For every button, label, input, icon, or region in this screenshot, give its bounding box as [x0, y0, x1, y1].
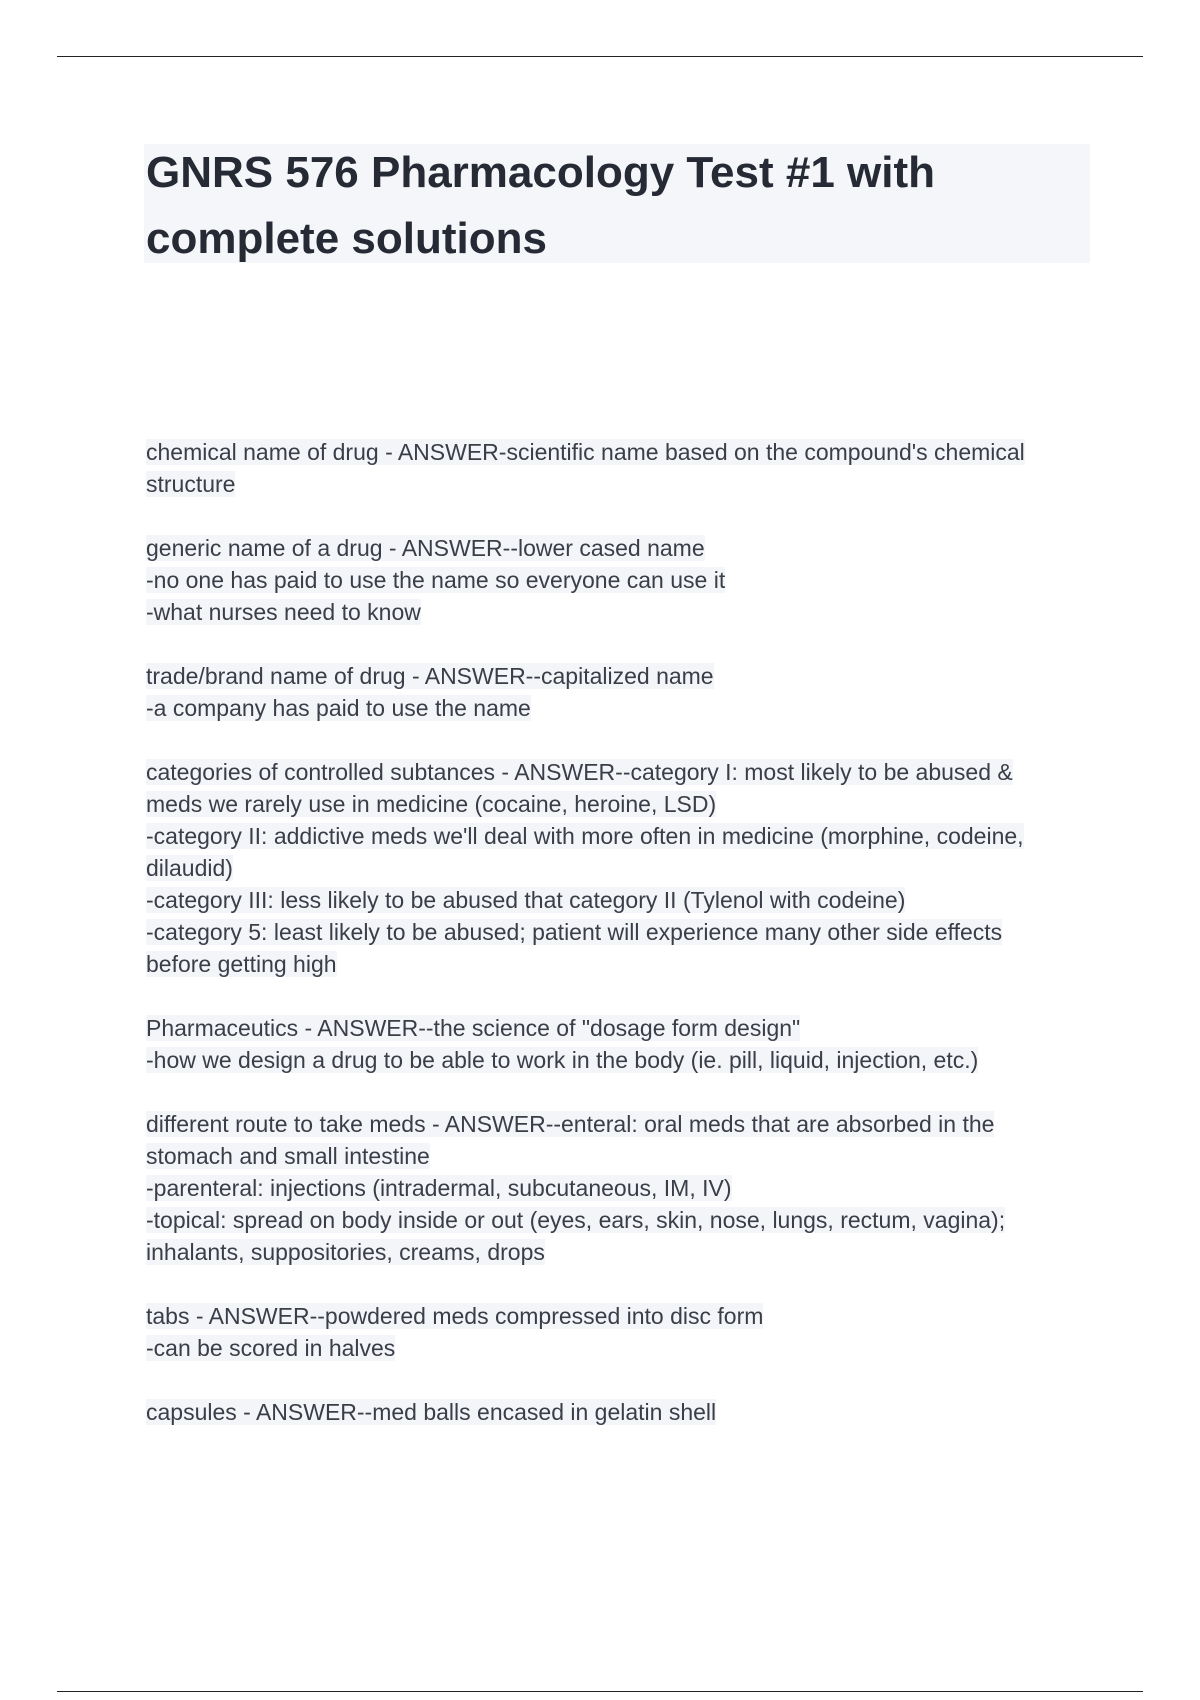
qa-question-line: [146, 436, 1086, 468]
qa-question-line: [146, 1108, 1086, 1140]
qa-item: [146, 660, 1086, 724]
qa-line-text: trade/brand name of drug - ANSWER--capitalized name: [146, 663, 714, 689]
qa-line-text: -no one has paid to use the name so everyone can use it: [146, 567, 726, 593]
qa-line-text: -category II: addictive meds we'll deal with more often in medicine (morphine, codeine,: [146, 823, 1024, 849]
qa-question-line: [146, 756, 1086, 788]
qa-line-text: -what nurses need to know: [146, 599, 421, 625]
title-line-1: GNRS 576 Pharmacology Test #1 with: [146, 148, 935, 197]
qa-answer-line: [146, 1172, 1086, 1204]
qa-item: [146, 1012, 1086, 1076]
qa-line-text: -category 5: least likely to be abused; patient will experience many other side effects: [146, 919, 1003, 945]
qa-line-text: -a company has paid to use the name: [146, 695, 531, 721]
qa-answer-line: [146, 564, 1086, 596]
qa-line-text: -category III: less likely to be abused that category II (Tylenol with codeine): [146, 887, 906, 913]
qa-item: [146, 532, 1086, 628]
qa-item: [146, 756, 1086, 980]
qa-line-text: -topical: spread on body inside or out (eyes, ears, skin, nose, lungs, rectum, vagina);: [146, 1207, 1006, 1233]
qa-answer-line: [146, 1204, 1086, 1236]
qa-question-line: [146, 532, 1086, 564]
qa-line-text: tabs - ANSWER--powdered meds compressed into disc form: [146, 1303, 764, 1329]
qa-line-text: different route to take meds - ANSWER--enteral: oral meds that are absorbed in the: [146, 1111, 995, 1137]
qa-line-text: stomach and small intestine: [146, 1143, 430, 1169]
qa-answer-line: [146, 1332, 1086, 1364]
qa-answer-line: [146, 916, 1086, 948]
qa-line-text: generic name of a drug - ANSWER--lower cased name: [146, 535, 705, 561]
qa-line-text: Pharmaceutics - ANSWER--the science of "dosage form design": [146, 1015, 801, 1041]
qa-answer-line: [146, 852, 1086, 884]
qa-line-text: dilaudid): [146, 855, 233, 881]
qa-line-text: chemical name of drug - ANSWER-scientific name based on the compound's chemical: [146, 439, 1025, 465]
qa-answer-line: [146, 820, 1086, 852]
qa-line-text: inhalants, suppositories, creams, drops: [146, 1239, 545, 1265]
qa-item: [146, 1300, 1086, 1364]
qa-line-text: -how we design a drug to be able to work in the body (ie. pill, liquid, injection, etc.): [146, 1047, 979, 1073]
qa-answer-line: [146, 468, 1086, 500]
qa-item: [146, 1396, 1086, 1428]
qa-answer-line: [146, 1140, 1086, 1172]
qa-answer-line: [146, 788, 1086, 820]
qa-item: [146, 436, 1086, 500]
qa-line-text: meds we rarely use in medicine (cocaine, heroine, LSD): [146, 791, 717, 817]
qa-question-line: [146, 660, 1086, 692]
document-title: [146, 140, 1066, 272]
qa-answer-line: [146, 948, 1086, 980]
qa-line-text: -parenteral: injections (intradermal, subcutaneous, IM, IV): [146, 1175, 732, 1201]
qa-question-line: [146, 1300, 1086, 1332]
qa-answer-line: [146, 884, 1086, 916]
qa-answer-line: [146, 1044, 1086, 1076]
qa-answer-line: [146, 1236, 1086, 1268]
qa-item: [146, 1108, 1086, 1268]
qa-line-text: before getting high: [146, 951, 337, 977]
qa-question-line: [146, 1396, 1086, 1428]
top-rule: [57, 56, 1143, 57]
qa-line-text: capsules - ANSWER--med balls encased in gelatin shell: [146, 1399, 717, 1425]
qa-answer-line: [146, 596, 1086, 628]
qa-list: [146, 436, 1086, 1460]
qa-question-line: [146, 1012, 1086, 1044]
qa-line-text: structure: [146, 471, 236, 497]
title-line-2: complete solutions: [146, 214, 547, 263]
qa-line-text: categories of controlled subtances - ANSWER--category I: most likely to be abused &: [146, 759, 1013, 785]
qa-answer-line: [146, 692, 1086, 724]
qa-line-text: -can be scored in halves: [146, 1335, 396, 1361]
bottom-rule: [57, 1691, 1143, 1692]
